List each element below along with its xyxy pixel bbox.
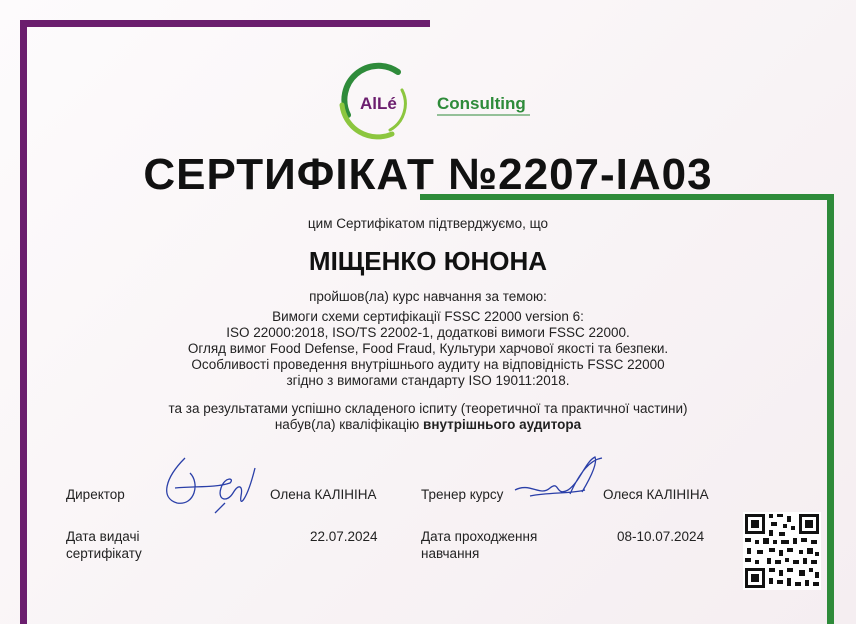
issue-date-label bbox=[66, 528, 142, 562]
course-line: ISO 22000:2018, ISO/TS 22002-1, додаткові вимоги FSSC 22000. bbox=[226, 325, 630, 340]
director-signature bbox=[155, 448, 265, 518]
issue-date-value: 22.07.2024 bbox=[310, 529, 378, 544]
course-line: згідно з вимогами стандарту ISO 19011:2018. bbox=[286, 373, 570, 388]
course-topic bbox=[100, 309, 756, 389]
recipient-name: МІЩЕНКО ЮНОНА bbox=[308, 246, 548, 276]
trainer-name: Олеся КАЛІНІНА bbox=[603, 487, 709, 502]
qr-code bbox=[743, 512, 821, 590]
purple-frame-top bbox=[20, 20, 430, 27]
issue-date-label-line: сертифікату bbox=[66, 546, 142, 561]
training-date-label bbox=[421, 528, 537, 562]
result-text: та за результатами успішно складеного іспиту (теоретичної та практичної частини) bbox=[168, 401, 688, 416]
intro-text: цим Сертифікатом підтверджуємо, що bbox=[307, 216, 549, 231]
course-line: Огляд вимог Food Defense, Food Fraud, Культури харчової якості та безпеки. bbox=[187, 341, 669, 356]
trainer-label: Тренер курсу bbox=[421, 487, 504, 502]
qualification-title: внутрішнього аудитора bbox=[423, 417, 582, 432]
purple-frame-left bbox=[20, 20, 27, 624]
training-date-label-line: навчання bbox=[421, 546, 480, 561]
director-name: Олена КАЛІНІНА bbox=[270, 487, 377, 502]
trainer-signature bbox=[510, 452, 610, 507]
training-date-value: 08-10.07.2024 bbox=[617, 529, 705, 544]
qualification-prefix: набув(ла) кваліфікацію bbox=[274, 417, 424, 432]
logo-suffix-text: Consulting bbox=[437, 94, 526, 113]
certificate-title: СЕРТИФІКАТ №2207-ІА03 bbox=[143, 150, 713, 199]
director-label: Директор bbox=[66, 487, 125, 502]
course-line: Вимоги схеми сертифікації FSSC 22000 version 6: bbox=[272, 309, 584, 324]
course-line: Особливості проведення внутрішнього аудиту на відповідність FSSC 22000 bbox=[191, 357, 665, 372]
training-date-label-line: Дата проходження bbox=[421, 529, 538, 544]
course-intro: пройшов(ла) курс навчання за темою: bbox=[309, 289, 547, 304]
company-logo bbox=[330, 60, 540, 140]
qualification-text bbox=[0, 417, 856, 432]
issue-date-label-line: Дата видачі bbox=[66, 529, 140, 544]
logo-brand-text: AlLé bbox=[360, 94, 397, 113]
